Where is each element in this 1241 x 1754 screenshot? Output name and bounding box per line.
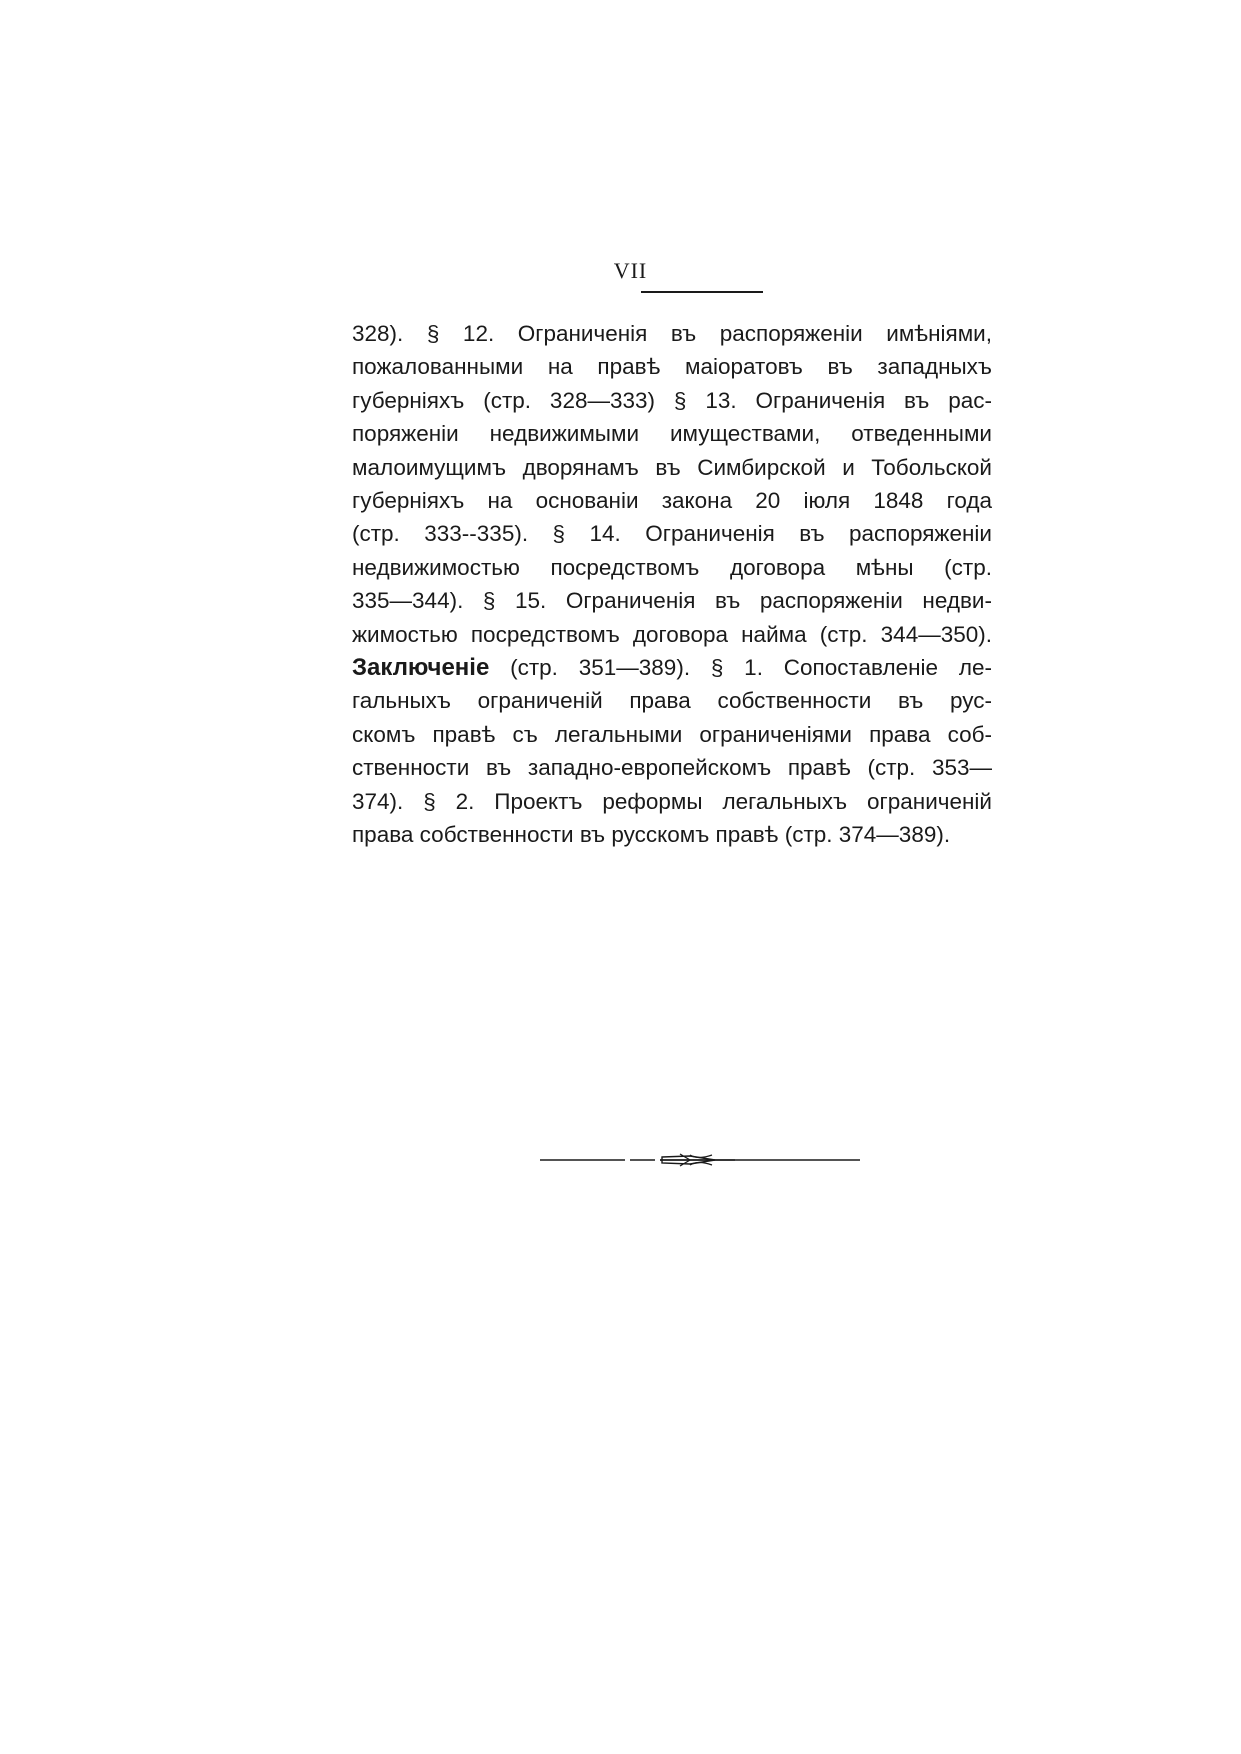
text-line: 328). § 12. Ограниченія въ распоряженіи имѣніями, <box>352 321 992 346</box>
contents-paragraph <box>352 317 992 852</box>
page-number: VII <box>613 258 648 283</box>
text-line: 374). § 2. Проектъ реформы легальныхъ ограниченій <box>352 788 992 814</box>
text-line-with-heading <box>352 651 992 684</box>
section-heading-conclusion: Заключеніе <box>352 654 490 682</box>
text-line: ственности въ западно-европейскомъ правѣ (стр. 353— <box>352 755 992 781</box>
text-line: скомъ правѣ съ легальными ограниченіями права соб- <box>352 721 992 747</box>
header-rule <box>641 291 763 293</box>
decorative-rule-ornament-icon <box>540 1150 860 1170</box>
text-line: губерніяхъ (стр. 328—333) § 13. Ограниченія въ рас- <box>352 387 992 413</box>
text-line: гальныхъ ограниченій права собственности въ рус- <box>352 688 992 714</box>
text-line: 335—344). § 15. Ограниченія въ распоряженіи недви- <box>352 588 992 614</box>
text-line: губерніяхъ на основаніи закона 20 іюля 1848 года <box>352 488 992 514</box>
text-line: (стр. 333--335). § 14. Ограниченія въ распоряженіи <box>352 521 992 547</box>
text-line-rest: (стр. 351—389). § 1. Сопоставленіе ле- <box>510 655 992 681</box>
text-line: жимостью посредствомъ договора найма (стр. 344—350). <box>352 621 992 647</box>
text-line: права собственности въ русскомъ правѣ (стр. 374—389). <box>352 822 951 848</box>
text-line: малоимущимъ дворянамъ въ Симбирской и Тобольской <box>352 454 992 480</box>
text-line: поряженіи недвижимыми имуществами, отведенными <box>352 421 992 447</box>
text-line: пожалованными на правѣ маіоратовъ въ западныхъ <box>352 354 992 380</box>
text-line: недвижимостью посредствомъ договора мѣны (стр. <box>352 554 992 580</box>
